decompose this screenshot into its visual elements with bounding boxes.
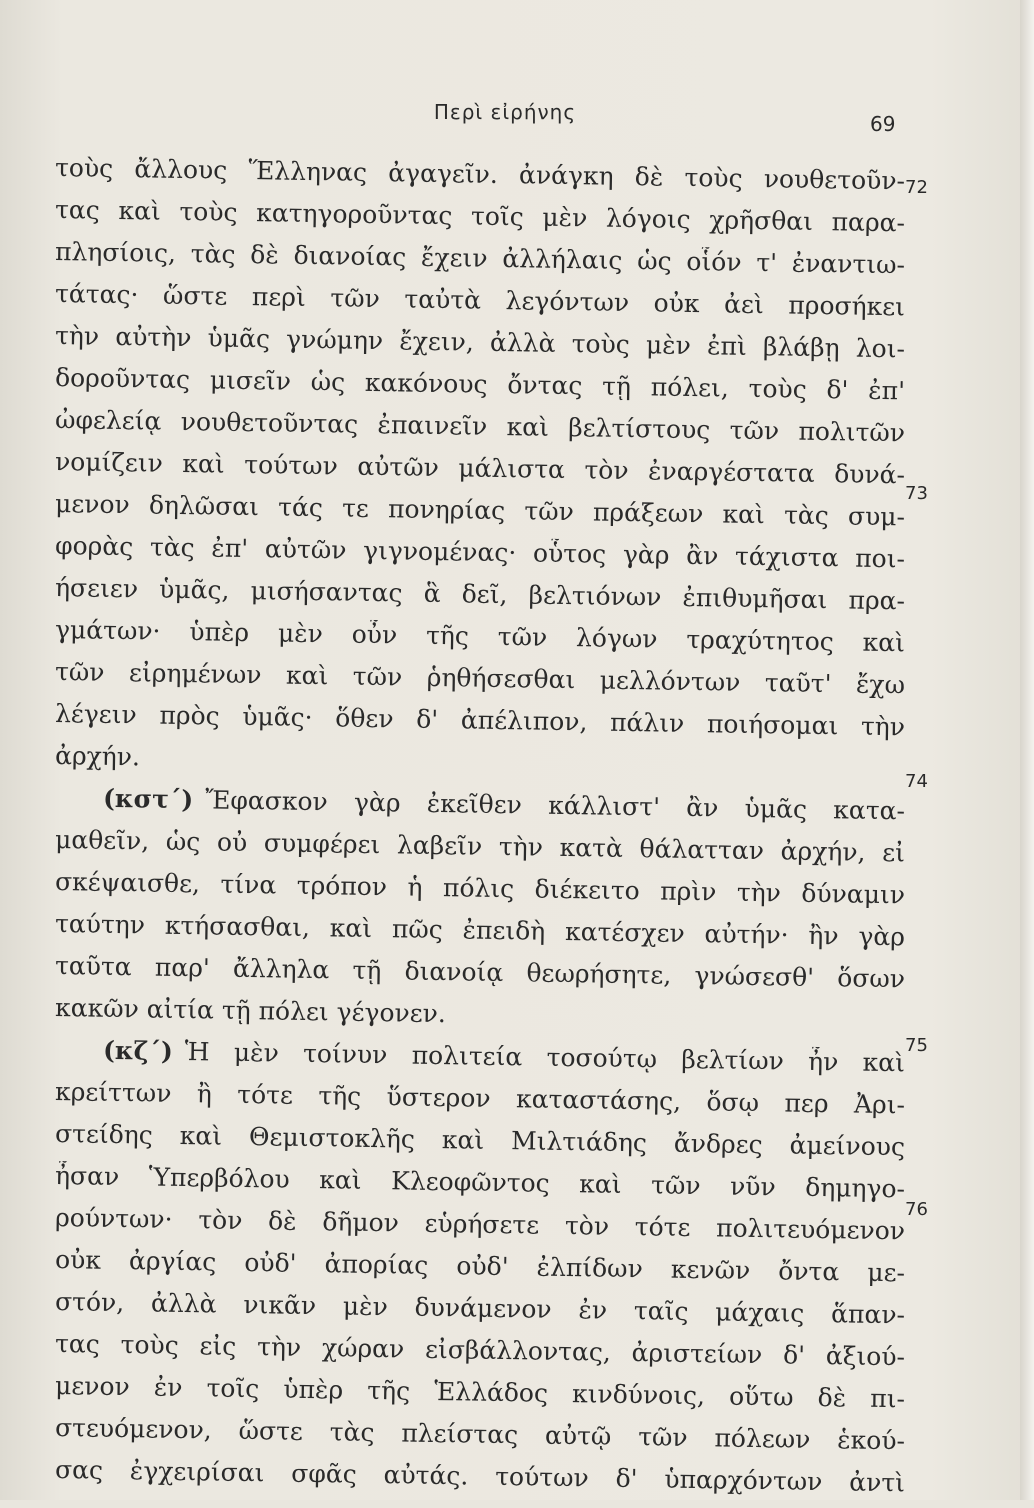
text-line: φορὰς τὰς ἐπ' αὐτῶν γιγνομένας· οὗτος γὰρ ἂν τάχιστα ποι- bbox=[54, 531, 906, 574]
page-edge bbox=[1020, 0, 1034, 1500]
text-line: δοροῦντας μισεῖν ὡς κακόνους ὄντας τῇ πόλει, τοὺς δ' ἐπ' bbox=[54, 363, 906, 406]
text-line: γμάτων· ὑπὲρ μὲν οὖν τῆς τῶν λόγων τραχύτητος καὶ bbox=[54, 615, 906, 658]
margin-section-number: 75 bbox=[905, 1035, 928, 1056]
text-line: ἀρχήν. bbox=[54, 741, 141, 772]
text-line: στευόμενον, ὥστε τὰς πλείστας αὐτῷ τῶν πόλεων ἑκού- bbox=[54, 1413, 906, 1456]
text-line: ταῦτα παρ' ἄλληλα τῇ διανοίᾳ θεωρήσητε, γνώσεσθ' ὅσων bbox=[54, 951, 906, 994]
text-line: λέγειν πρὸς ὑμᾶς· ὅθεν δ' ἀπέλιπον, πάλιν ποιήσομαι τὴν bbox=[54, 699, 906, 742]
text-line: νομίζειν καὶ τούτων αὐτῶν μάλιστα τὸν ἐναργέστατα δυνά- bbox=[54, 447, 906, 490]
text-line: πλησίοις, τὰς δὲ διανοίας ἔχειν ἀλλήλαις ὡς οἷόν τ' ἐναντιω- bbox=[54, 237, 906, 280]
text-line: τῶν εἰρημένων καὶ τῶν ῥηθήσεσθαι μελλόντων ταῦτ' ἔχω bbox=[54, 657, 906, 700]
text-line: σας ἐγχειρίσαι σφᾶς αὐτάς. τούτων δ' ὑπαρχόντων ἀντὶ bbox=[54, 1455, 906, 1498]
text-line: τάτας· ὥστε περὶ τῶν ταὐτὰ λεγόντων οὐκ ἀεὶ προσήκει bbox=[54, 279, 906, 322]
text-line: μενον ἐν τοῖς ὑπὲρ τῆς Ἑλλάδος κινδύνοις, οὕτω δὲ πι- bbox=[54, 1371, 906, 1414]
text-line: κακῶν αἰτία τῇ πόλει γέγονεν. bbox=[54, 993, 447, 1029]
margin-section-number: 76 bbox=[905, 1199, 928, 1220]
text-line: στείδης καὶ Θεμιστοκλῆς καὶ Μιλτιάδης ἄνδρες ἀμείνους bbox=[54, 1119, 906, 1162]
text-line: μενον δηλῶσαι τάς τε πονηρίας τῶν πράξεων καὶ τὰς συμ- bbox=[54, 489, 906, 532]
page-number: 69 bbox=[870, 112, 896, 136]
text-line: κρείττων ἢ τότε τῆς ὕστερον καταστάσης, ὅσῳ περ Ἀρι- bbox=[54, 1077, 906, 1120]
text-line: οὐκ ἀργίας οὐδ' ἀπορίας οὐδ' ἐλπίδων κενῶν ὄντα με- bbox=[54, 1245, 906, 1288]
text-line-content: Ἡ μὲν τοίνυν πολιτεία τοσούτῳ βελτίων ἦν καὶ bbox=[184, 1037, 906, 1078]
text-line-content: Ἔφασκον γὰρ ἐκεῖθεν κάλλιστ' ἂν ὑμᾶς κατα- bbox=[204, 785, 906, 826]
text-line: μαθεῖν, ὡς οὐ συμφέρει λαβεῖν τὴν κατὰ θάλατταν ἀρχήν, εἰ bbox=[54, 825, 906, 868]
margin-section-number: 72 bbox=[905, 177, 928, 198]
text-line: ταύτην κτήσασθαι, καὶ πῶς ἐπειδὴ κατέσχεν αὐτήν· ἢν γὰρ bbox=[54, 909, 906, 952]
text-line: ἦσαν Ὑπερβόλου καὶ Κλεοφῶντος καὶ τῶν νῦν δημηγο- bbox=[54, 1161, 906, 1204]
text-line: τοὺς ἄλλους Ἕλληνας ἀγαγεῖν. ἀνάγκη δὲ τοὺς νουθετοῦν- bbox=[54, 153, 906, 196]
text-line: ρούντων· τὸν δὲ δῆμον εὑρήσετε τὸν τότε πολιτευόμενον bbox=[54, 1203, 906, 1246]
margin-section-number: 73 bbox=[905, 483, 928, 504]
text-line: ήσειεν ὑμᾶς, μισήσαντας ἃ δεῖ, βελτιόνων ἐπιθυμῆσαι πρα- bbox=[54, 573, 906, 616]
text-line: στόν, ἀλλὰ νικᾶν μὲν δυνάμενον ἐν ταῖς μάχαις ἅπαν- bbox=[54, 1287, 906, 1330]
text-line: τὴν αὐτὴν ὑμᾶς γνώμην ἔχειν, ἀλλὰ τοὺς μὲν ἐπὶ βλάβῃ λοι- bbox=[54, 321, 906, 364]
section-label: (κζ΄) bbox=[102, 1035, 174, 1066]
text-line: τας καὶ τοὺς κατηγοροῦντας τοῖς μὲν λόγοις χρῆσθαι παρα- bbox=[54, 195, 906, 238]
text-line: σκέψαισθε, τίνα τρόπον ἡ πόλις διέκειτο πρὶν τὴν δύναμιν bbox=[54, 867, 906, 910]
text-line: ὠφελείᾳ νουθετοῦντας ἐπαινεῖν καὶ βελτίστους τῶν πολιτῶν bbox=[54, 405, 906, 448]
margin-section-number: 74 bbox=[905, 771, 928, 792]
running-header: Περὶ εἰρήνης bbox=[433, 100, 577, 124]
text-line: τας τοὺς εἰς τὴν χώραν εἰσβάλλοντας, ἀριστείων δ' ἀξιού- bbox=[54, 1329, 906, 1372]
section-label: (κστ΄) bbox=[102, 783, 194, 815]
